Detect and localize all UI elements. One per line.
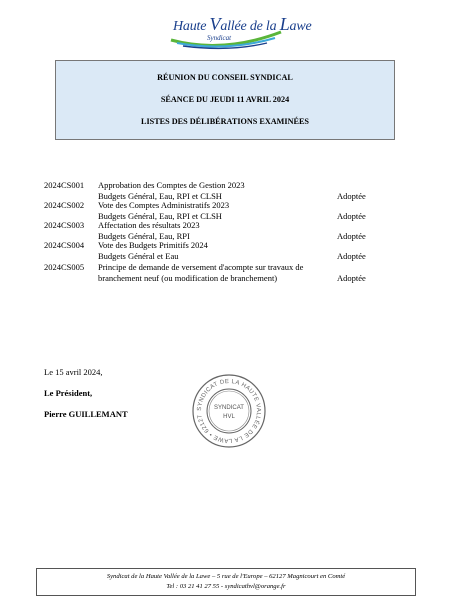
deliberation-code: 2024CS002 — [44, 200, 85, 210]
signatory-name: Pierre GUILLEMANT — [44, 409, 128, 419]
deliberation-detail: Budgets Général, Eau, RPI et CLSH — [98, 191, 222, 201]
deliberation-title: Principe de demande de versement d'acompte sur travaux de — [98, 262, 304, 272]
svg-text:SYNDICAT DE LA HAUTE VALLÉE DE: SYNDICAT DE LA HAUTE VALLÉE DE LA LAWE • 62127 — [196, 378, 262, 444]
header-box — [55, 60, 395, 140]
footer-contact: Tel : 03 21 41 27 55 - syndicathvl@orange.fr — [166, 583, 286, 590]
deliberation-code: 2024CS003 — [44, 220, 85, 230]
logo-subtitle: Syndicat — [207, 34, 232, 42]
logo — [163, 10, 312, 50]
deliberation-code: 2024CS001 — [44, 180, 85, 190]
deliberation-code: 2024CS005 — [44, 262, 85, 272]
deliberation-detail: Budgets Général et Eau — [98, 251, 179, 261]
deliberation-title: Vote des Comptes Administratifs 2023 — [98, 200, 230, 210]
deliberation-status: Adoptée — [337, 273, 366, 283]
official-stamp — [191, 373, 267, 449]
list-title: LISTES DES DÉLIBÉRATIONS EXAMINÉES — [141, 117, 309, 126]
deliberation-title: Vote des Budgets Primitifs 2024 — [98, 240, 208, 250]
logo-title: Haute Vallée de la Lawe — [173, 14, 312, 34]
meeting-title: RÉUNION DU CONSEIL SYNDICAL — [157, 73, 293, 82]
session-date: SÉANCE DU JEUDI 11 AVRIL 2024 — [160, 95, 290, 104]
signatory-role: Le Président, — [44, 388, 93, 398]
deliberation-title: Approbation des Comptes de Gestion 2023 — [98, 180, 245, 190]
svg-text:HVL: HVL — [223, 414, 235, 420]
signature-date: Le 15 avril 2024, — [44, 367, 103, 377]
footer-address: Syndicat de la Haute Vallée de la Lawe – 5 rue de l'Europe – 62127 Magnicourt en Comté — [106, 573, 346, 580]
deliberation-title: Affectation des résultats 2023 — [98, 220, 200, 230]
deliberation-status: Adoptée — [337, 231, 366, 241]
deliberation-detail: branchement neuf (ou modification de branchement) — [98, 273, 278, 283]
svg-text:SYNDICAT: SYNDICAT — [214, 405, 244, 411]
deliberation-detail: Budgets Général, Eau, RPI et CLSH — [98, 211, 222, 221]
deliberation-status: Adoptée — [337, 211, 366, 221]
deliberation-code: 2024CS004 — [44, 240, 85, 250]
deliberation-detail: Budgets Général, Eau, RPI — [98, 231, 190, 241]
deliberation-status: Adoptée — [337, 191, 366, 201]
deliberation-status: Adoptée — [337, 251, 366, 261]
footer — [36, 568, 416, 596]
